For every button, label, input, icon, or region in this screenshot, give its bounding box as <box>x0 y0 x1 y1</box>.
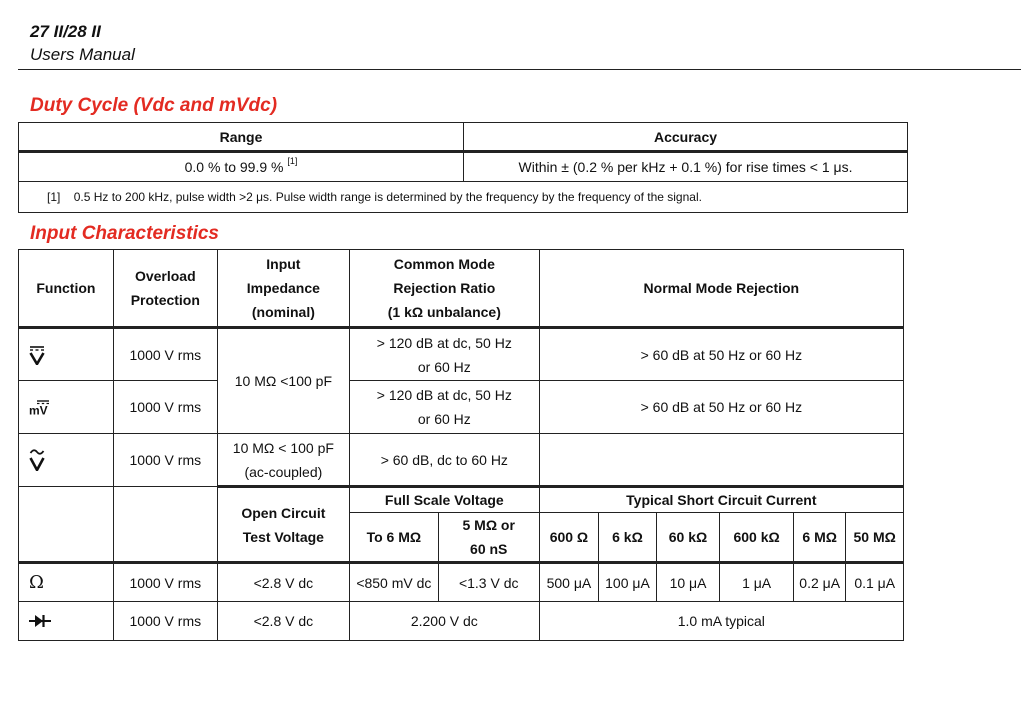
col-nmr: Normal Mode Rejection <box>539 250 903 328</box>
function-vac <box>19 434 114 487</box>
duty-cycle-table <box>18 122 908 213</box>
col-impedance-l3: (nominal) <box>251 304 315 320</box>
col-open-circuit <box>217 487 349 563</box>
function-mvdc <box>19 381 114 434</box>
overload-ohms: 1000 V rms <box>113 563 217 602</box>
col-cmrr-l1: Common Mode <box>393 256 495 272</box>
cmrr-mvdc <box>349 381 539 434</box>
impedance-vac <box>217 434 349 487</box>
5m-ohms: <1.3 V dc <box>438 563 539 602</box>
duty-cycle-title: Duty Cycle (Vdc and mVdc) <box>30 95 278 116</box>
cmrr-vdc-l2: or 60 Hz <box>417 358 471 375</box>
cmrr-vdc-l1: > 120 dB at dc, 50 Hz <box>376 334 512 351</box>
duty-data-row <box>19 152 908 182</box>
current-60k: 10 μA <box>656 563 720 602</box>
function-ohms <box>19 563 114 602</box>
col-to-6m: To 6 MΩ <box>349 513 438 563</box>
duty-footnote: 0.5 Hz to 200 kHz, pulse width >2 μs. Pulse width range is determined by the frequency by the frequency of the signal. <box>73 190 702 204</box>
manual-subtitle: Users Manual <box>30 45 135 64</box>
nmr-mvdc: > 60 dB at 50 Hz or 60 Hz <box>539 381 903 434</box>
overload-resistance-blank <box>113 487 217 563</box>
dc-volts-icon <box>29 345 45 365</box>
input-characteristics-table <box>18 249 904 641</box>
ac-volts-icon <box>29 449 45 471</box>
row-vdc <box>19 328 904 381</box>
nmr-vac <box>539 434 903 487</box>
function-diode <box>19 602 114 641</box>
open-circuit-diode: <2.8 V dc <box>217 602 349 641</box>
impedance-shared: 10 MΩ <100 pF <box>217 328 349 434</box>
function-resistance-blank <box>19 487 114 563</box>
col-5m-l2: 60 nS <box>470 541 508 557</box>
current-6m: 0.2 μA <box>793 563 845 602</box>
col-range-50m: 50 MΩ <box>846 513 904 563</box>
col-5m <box>438 513 539 563</box>
overload-diode: 1000 V rms <box>113 602 217 641</box>
col-range-6m: 6 MΩ <box>793 513 845 563</box>
current-50m: 0.1 μA <box>846 563 904 602</box>
col-short-circuit: Typical Short Circuit Current <box>539 487 903 513</box>
nmr-vdc: > 60 dB at 50 Hz or 60 Hz <box>539 328 903 381</box>
input-characteristics-title: Input Characteristics <box>30 223 219 244</box>
duty-range: 0.0 % to 99.9 % <box>184 159 284 175</box>
header-divider <box>18 69 1021 70</box>
current-600k: 1 μA <box>720 563 794 602</box>
col-open-circuit-l1: Open Circuit <box>241 504 326 521</box>
overload-vac: 1000 V rms <box>113 434 217 487</box>
col-open-circuit-l2: Test Voltage <box>242 528 324 545</box>
col-cmrr <box>349 250 539 328</box>
col-impedance-l2: Impedance <box>246 280 320 296</box>
col-overload <box>113 250 217 328</box>
duty-header-row <box>19 123 908 152</box>
overload-vdc: 1000 V rms <box>113 328 217 381</box>
col-accuracy: Accuracy <box>464 123 908 152</box>
duty-accuracy: Within ± (0.2 % per kHz + 0.1 %) for rise times < 1 μs. <box>464 152 908 182</box>
current-6k: 100 μA <box>599 563 657 602</box>
overload-mvdc: 1000 V rms <box>113 381 217 434</box>
col-impedance-l1: Input <box>266 256 301 272</box>
cmrr-vdc <box>349 328 539 381</box>
cmrr-vac: > 60 dB, dc to 60 Hz <box>349 434 539 487</box>
impedance-vac-l1: 10 MΩ < 100 pF <box>232 439 334 456</box>
ohm-icon: Ω <box>29 571 44 593</box>
col-overload-l2: Protection <box>130 292 200 308</box>
col-cmrr-l3: (1 kΩ unbalance) <box>387 304 501 320</box>
col-range-600: 600 Ω <box>539 513 599 563</box>
duty-range-note: [1] <box>287 156 298 166</box>
current-600: 500 μA <box>539 563 599 602</box>
row-resistance-header-top <box>19 487 904 513</box>
duty-footnote-ref: [1] <box>47 190 61 204</box>
current-diode: 1.0 mA typical <box>539 602 903 641</box>
input-header-row <box>19 250 904 328</box>
impedance-vac-l2: (ac-coupled) <box>244 463 323 480</box>
duty-footnote-cell <box>19 182 908 213</box>
row-ohms <box>19 563 904 602</box>
full-scale-diode: 2.200 V dc <box>349 602 539 641</box>
function-vdc <box>19 328 114 381</box>
row-mvdc <box>19 381 904 434</box>
cmrr-mvdc-l2: or 60 Hz <box>417 411 471 427</box>
col-range-6k: 6 kΩ <box>599 513 657 563</box>
col-full-scale: Full Scale Voltage <box>349 487 539 513</box>
cmrr-mvdc-l1: > 120 dB at dc, 50 Hz <box>376 387 512 403</box>
open-circuit-ohms: <2.8 V dc <box>217 563 349 602</box>
col-range-60k: 60 kΩ <box>656 513 720 563</box>
col-5m-l1: 5 MΩ or <box>462 517 515 533</box>
row-vac <box>19 434 904 487</box>
col-range: Range <box>19 123 464 152</box>
col-cmrr-l2: Rejection Ratio <box>393 280 496 296</box>
row-diode <box>19 602 904 641</box>
diode-icon <box>29 614 51 628</box>
dc-millivolts-icon <box>29 399 53 415</box>
col-overload-l1: Overload <box>134 268 196 284</box>
col-function: Function <box>19 250 114 328</box>
col-impedance <box>217 250 349 328</box>
duty-range-cell <box>19 152 464 182</box>
manual-model: 27 II/28 II <box>30 22 101 41</box>
to-6m-ohms: <850 mV dc <box>349 563 438 602</box>
duty-footnote-row <box>19 182 908 213</box>
col-range-600k: 600 kΩ <box>720 513 794 563</box>
svg-text:mV: mV <box>29 403 48 415</box>
